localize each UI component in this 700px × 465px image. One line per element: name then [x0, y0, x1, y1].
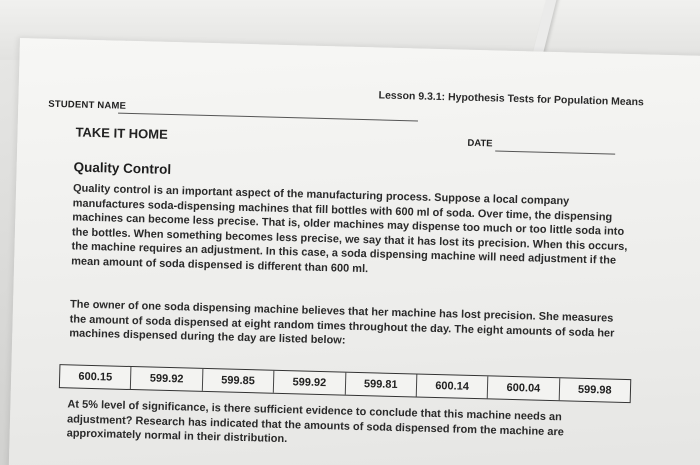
- lesson-title: Lesson 9.3.1: Hypothesis Tests for Population Means: [378, 89, 644, 109]
- take-it-home-heading: TAKE IT HOME: [75, 124, 168, 142]
- scenario-paragraph: The owner of one soda dispensing machine believes that her machine has lost precision. She measures the amount of soda dispensed at eight random times throughout the day. The eight amounts of soda her machines dispensed during the day are listed below:: [69, 298, 615, 347]
- data-cell: 599.81: [345, 373, 417, 397]
- data-cell: 599.92: [274, 371, 346, 395]
- data-cell: 599.98: [577, 383, 612, 397]
- question-paragraph: At 5% level of significance, is there sufficient evidence to conclude that this machine needs an adjustment? Research has indicated that the amounts of soda dispensed from the machine are approximately normal in their distribution.: [66, 398, 564, 446]
- student-name-line: [118, 113, 418, 122]
- data-cell: 600.14: [417, 375, 489, 399]
- data-cell: 599.85: [203, 369, 275, 393]
- data-cell: 600.15: [60, 365, 132, 389]
- student-name-label: STUDENT NAME: [48, 98, 127, 112]
- data-cell: 599.92: [131, 367, 203, 391]
- intro-paragraph: Quality control is an important aspect of the manufacturing process. Suppose a local company manufactures soda-dispensing machines that fill bottles with 600 ml of soda. Over time, the dispensing machines can become less precise. That is, older machines may dispense too much or too little soda into the bottles. When something becomes less precise, we say that it has lost its precision. When this occurs, the machine requires an adjustment. In this case, a soda dispensing machine will need adjustment if the mean amount of soda dispensed is different than 600 ml.: [71, 182, 628, 275]
- worksheet-page: [8, 38, 700, 465]
- data-table: [59, 364, 631, 403]
- data-cell: 600.04: [488, 376, 560, 400]
- date-line: [495, 150, 615, 154]
- date-label: DATE: [467, 137, 493, 150]
- section-title: Quality Control: [73, 159, 172, 177]
